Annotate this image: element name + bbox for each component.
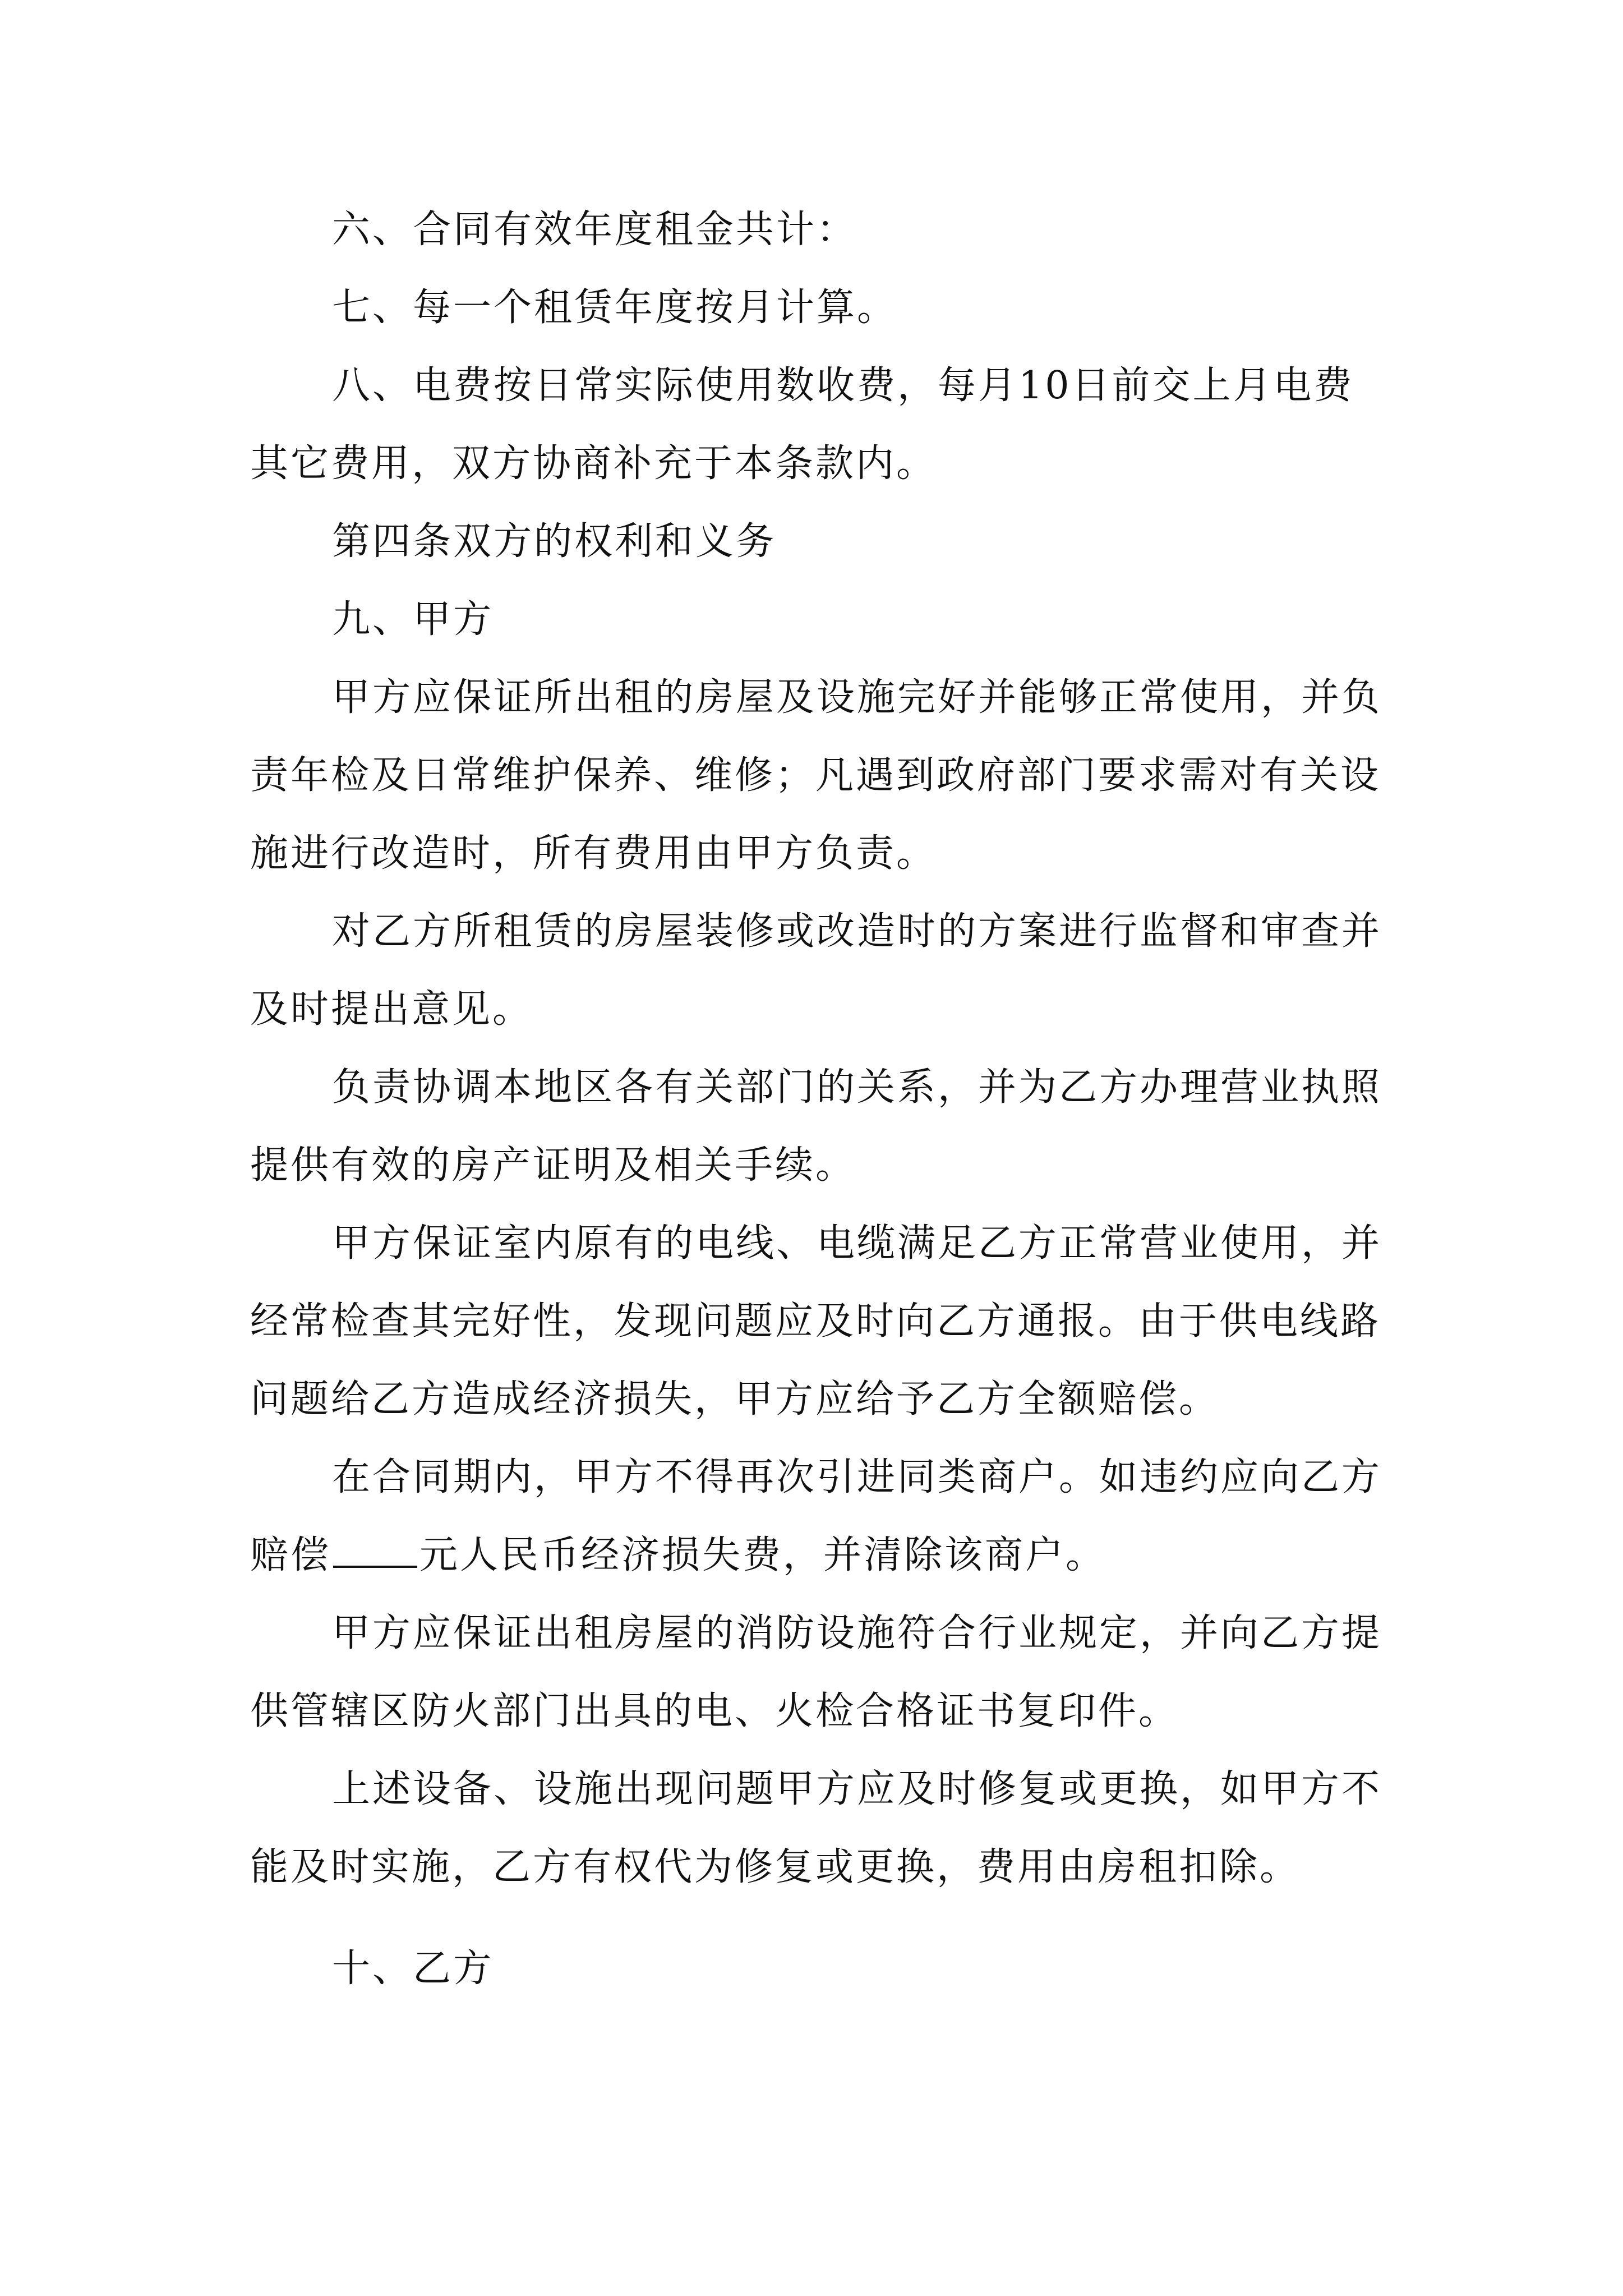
exclusivity-text-before: 在合同期内，甲方不得再次引进同类商户。如违约应向乙方赔偿 — [250, 1455, 1382, 1577]
party-a-maintenance-paragraph: 甲方应保证所出租的房屋及设施完好并能够正常使用，并负责年检及日常维护保养、维修；凡遇到政府部门要求需对有关设施进行改造时，所有费用由甲方负责。 — [250, 675, 1382, 876]
exclusivity-text-after: 元人民币经济损失费，并清除该商户。 — [419, 1533, 1106, 1577]
party-a-fire-safety-paragraph: 甲方应保证出租房屋的消防设施符合行业规定，并向乙方提供管辖区防火部门出具的电、火检合格证书复印件。 — [250, 1611, 1382, 1733]
party-a-supervision-paragraph: 对乙方所租赁的房屋装修或改造时的方案进行监督和审查并及时提出意见。 — [250, 909, 1382, 1032]
clause-6-total-rent: 六、合同有效年度租金共计： — [332, 208, 857, 252]
clause-8-electricity-fee: 八、电费按日常实际使用数收费，每月10日前交上月电费其它费用，双方协商补充于本条款内。 — [250, 364, 1354, 486]
clause-10-heading: 十、乙方 — [332, 1947, 494, 1991]
clause-7-monthly-calculation: 七、每一个租赁年度按月计算。 — [332, 286, 898, 330]
document-body — [250, 191, 1383, 2008]
party-a-repair-paragraph: 上述设备、设施出现问题甲方应及时修复或更换，如甲方不能及时实施，乙方有权代为修复或更换，费用由房租扣除。 — [250, 1767, 1382, 1889]
article-4-heading: 第四条双方的权利和义务 — [332, 519, 777, 564]
party-a-exclusivity-paragraph — [250, 1438, 1383, 1594]
compensation-amount-blank — [333, 1533, 417, 1568]
party-a-coordination-paragraph: 负责协调本地区各有关部门的关系，并为乙方办理营业执照提供有效的房产证明及相关手续。 — [250, 1065, 1382, 1188]
party-a-wiring-paragraph: 甲方保证室内原有的电线、电缆满足乙方正常营业使用，并经常检查其完好性，发现问题应及时向乙方通报。由于供电线路问题给乙方造成经济损失，甲方应给予乙方全额赔偿。 — [250, 1221, 1382, 1421]
clause-9-heading: 九、甲方 — [332, 597, 494, 642]
